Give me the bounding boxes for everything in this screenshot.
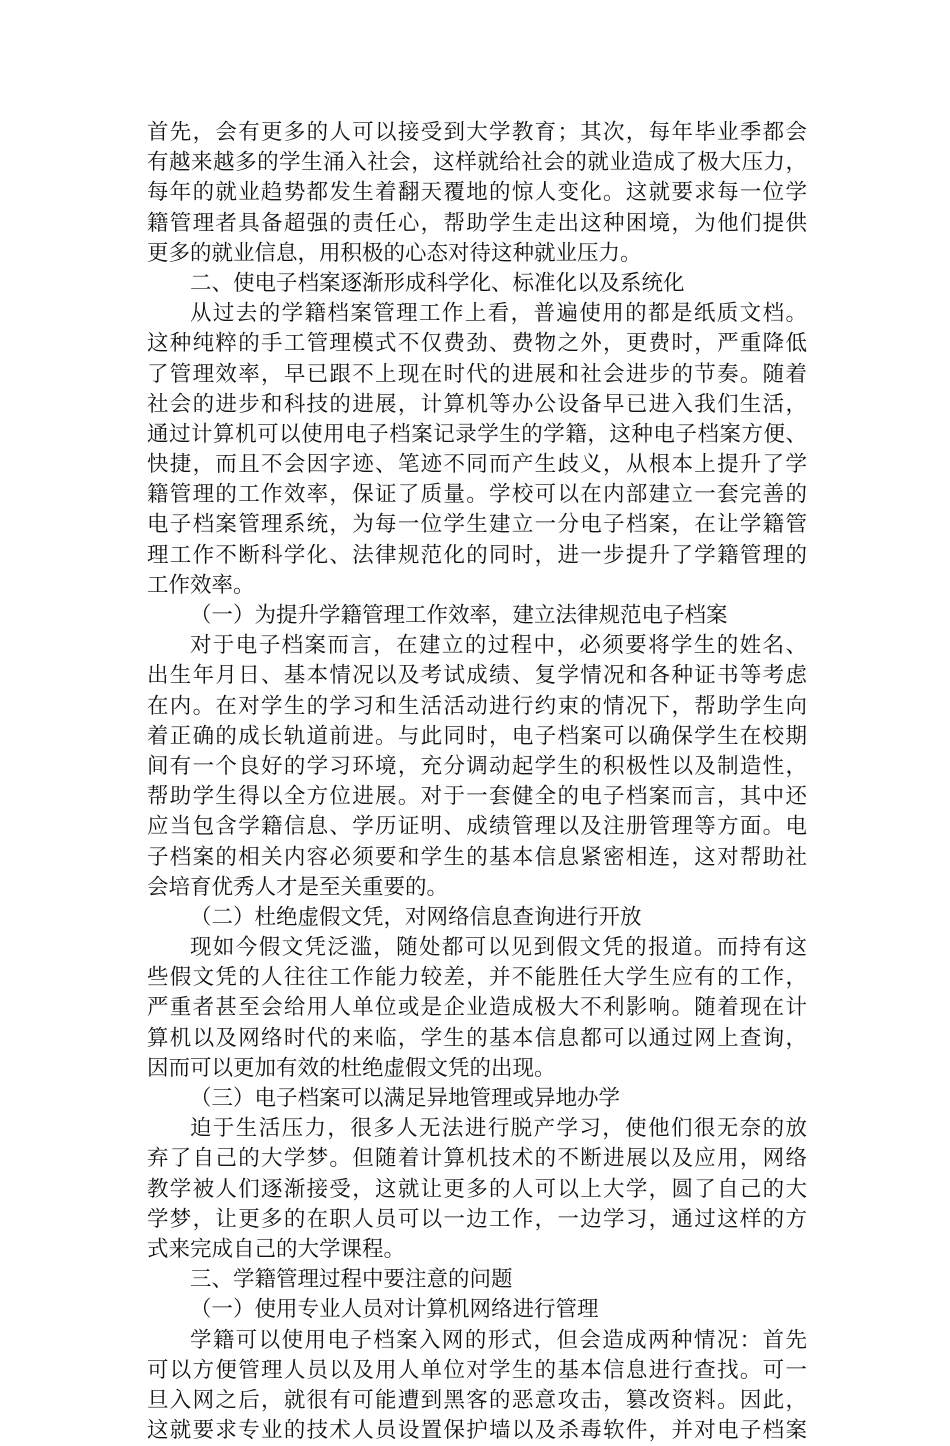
text-line: （二）杜绝虚假文凭，对网络信息查询进行开放 <box>190 904 642 930</box>
text-line: 算机以及网络时代的来临，学生的基本信息都可以通过网上查询， <box>147 1025 807 1051</box>
text-line: 籍管理者具备超强的责任心，帮助学生走出这种困境，为他们提供 <box>147 210 807 236</box>
text-line: 这种纯粹的手工管理模式不仅费劲、费物之外，更费时，严重降低 <box>147 331 807 357</box>
text-line: 着正确的成长轨道前进。与此同时，电子档案可以确保学生在校期 <box>147 723 807 749</box>
text-line: 式来完成自己的大学课程。 <box>147 1236 406 1262</box>
text-line: 在内。在对学生的学习和生活活动进行约束的情况下，帮助学生向 <box>147 693 807 719</box>
text-line: 电子档案管理系统，为每一位学生建立一分电子档案，在让学籍管 <box>147 512 807 538</box>
text-line: 旦入网之后，就很有可能遭到黑客的恶意攻击，篡改资料。因此， <box>147 1387 807 1413</box>
text-line: 弃了自己的大学梦。但随着计算机技术的不断进展以及应用，网络 <box>147 1146 807 1172</box>
text-line: 严重者甚至会给用人单位或是企业造成极大不利影响。随着现在计 <box>147 995 807 1021</box>
text-line: 教学被人们逐渐接受，这就让更多的人可以上大学，圆了自己的大 <box>147 1176 807 1202</box>
text-line: 应当包含学籍信息、学历证明、成绩管理以及注册管理等方面。电 <box>147 814 807 840</box>
text-line: 可以方便管理人员以及用人单位对学生的基本信息进行查找。可一 <box>147 1357 807 1383</box>
text-line: （三）电子档案可以满足异地管理或异地办学 <box>190 1086 621 1111</box>
text-line: 社会的进步和科技的进展，计算机等办公设备早已进入我们生活， <box>147 391 807 417</box>
text-line: 有越来越多的学生涌入社会，这样就给社会的就业造成了极大压力， <box>147 150 807 176</box>
text-line: 些假文凭的人往往工作能力较差，并不能胜任大学生应有的工作， <box>147 965 807 991</box>
text-line: 帮助学生得以全方位进展。对于一套健全的电子档案而言，其中还 <box>147 784 807 810</box>
text-line: 从过去的学籍档案管理工作上看，普遍使用的都是纸质文档。 <box>190 301 807 327</box>
text-line: 现如今假文凭泛滥，随处都可以见到假文凭的报道。而持有这 <box>190 935 807 961</box>
body-text <box>147 118 807 1446</box>
text-line: 每年的就业趋势都发生着翻天覆地的惊人变化。这就要求每一位学 <box>147 180 807 206</box>
text-line: （一）使用专业人员对计算机网络进行管理 <box>190 1297 599 1323</box>
text-line: 二、使电子档案逐渐形成科学化、标准化以及系统化 <box>190 270 685 296</box>
text-line: 出生年月日、基本情况以及考试成绩、复学情况和各种证书等考虑 <box>147 663 807 689</box>
text-line: 首先，会有更多的人可以接受到大学教育；其次，每年毕业季都会 <box>147 120 807 145</box>
text-line: 了管理效率，早已跟不上现在时代的进展和社会进步的节奏。随着 <box>147 361 807 387</box>
text-line: 工作效率。 <box>147 572 255 598</box>
text-line: 因而可以更加有效的杜绝虚假文凭的出现。 <box>147 1055 556 1081</box>
text-line: 通过计算机可以使用电子档案记录学生的学籍，这种电子档案方便、 <box>147 421 807 447</box>
text-line: 理工作不断科学化、法律规范化的同时，进一步提升了学籍管理的 <box>147 542 807 568</box>
text-line: 更多的就业信息，用积极的心态对待这种就业压力。 <box>147 240 642 266</box>
text-line: 学梦，让更多的在职人员可以一边工作，一边学习，通过这样的方 <box>147 1206 807 1232</box>
text-line: 这就要求专业的技术人员设置保护墙以及杀毒软件，并对电子档案 <box>147 1418 807 1444</box>
text-line: 子档案的相关内容必须要和学生的基本信息紧密相连，这对帮助社 <box>147 844 807 870</box>
text-line: 间有一个良好的学习环境，充分调动起学生的积极性以及制造性， <box>147 753 807 779</box>
text-line: 对于电子档案而言，在建立的过程中，必须要将学生的姓名、 <box>190 633 807 659</box>
text-line: 会培育优秀人才是至关重要的。 <box>147 874 449 900</box>
text-line: 籍管理的工作效率，保证了质量。学校可以在内部建立一套完善的 <box>147 482 807 508</box>
text-line: 迫于生活压力，很多人无法进行脱产学习，使他们很无奈的放 <box>190 1116 807 1142</box>
text-line: 三、学籍管理过程中要注意的问题 <box>190 1267 513 1293</box>
text-line: （一）为提升学籍管理工作效率，建立法律规范电子档案 <box>190 603 728 628</box>
text-line: 学籍可以使用电子档案入网的形式，但会造成两种情况：首先 <box>190 1327 807 1353</box>
text-line: 快捷，而且不会因字迹、笔迹不同而产生歧义，从根本上提升了学 <box>147 452 807 478</box>
